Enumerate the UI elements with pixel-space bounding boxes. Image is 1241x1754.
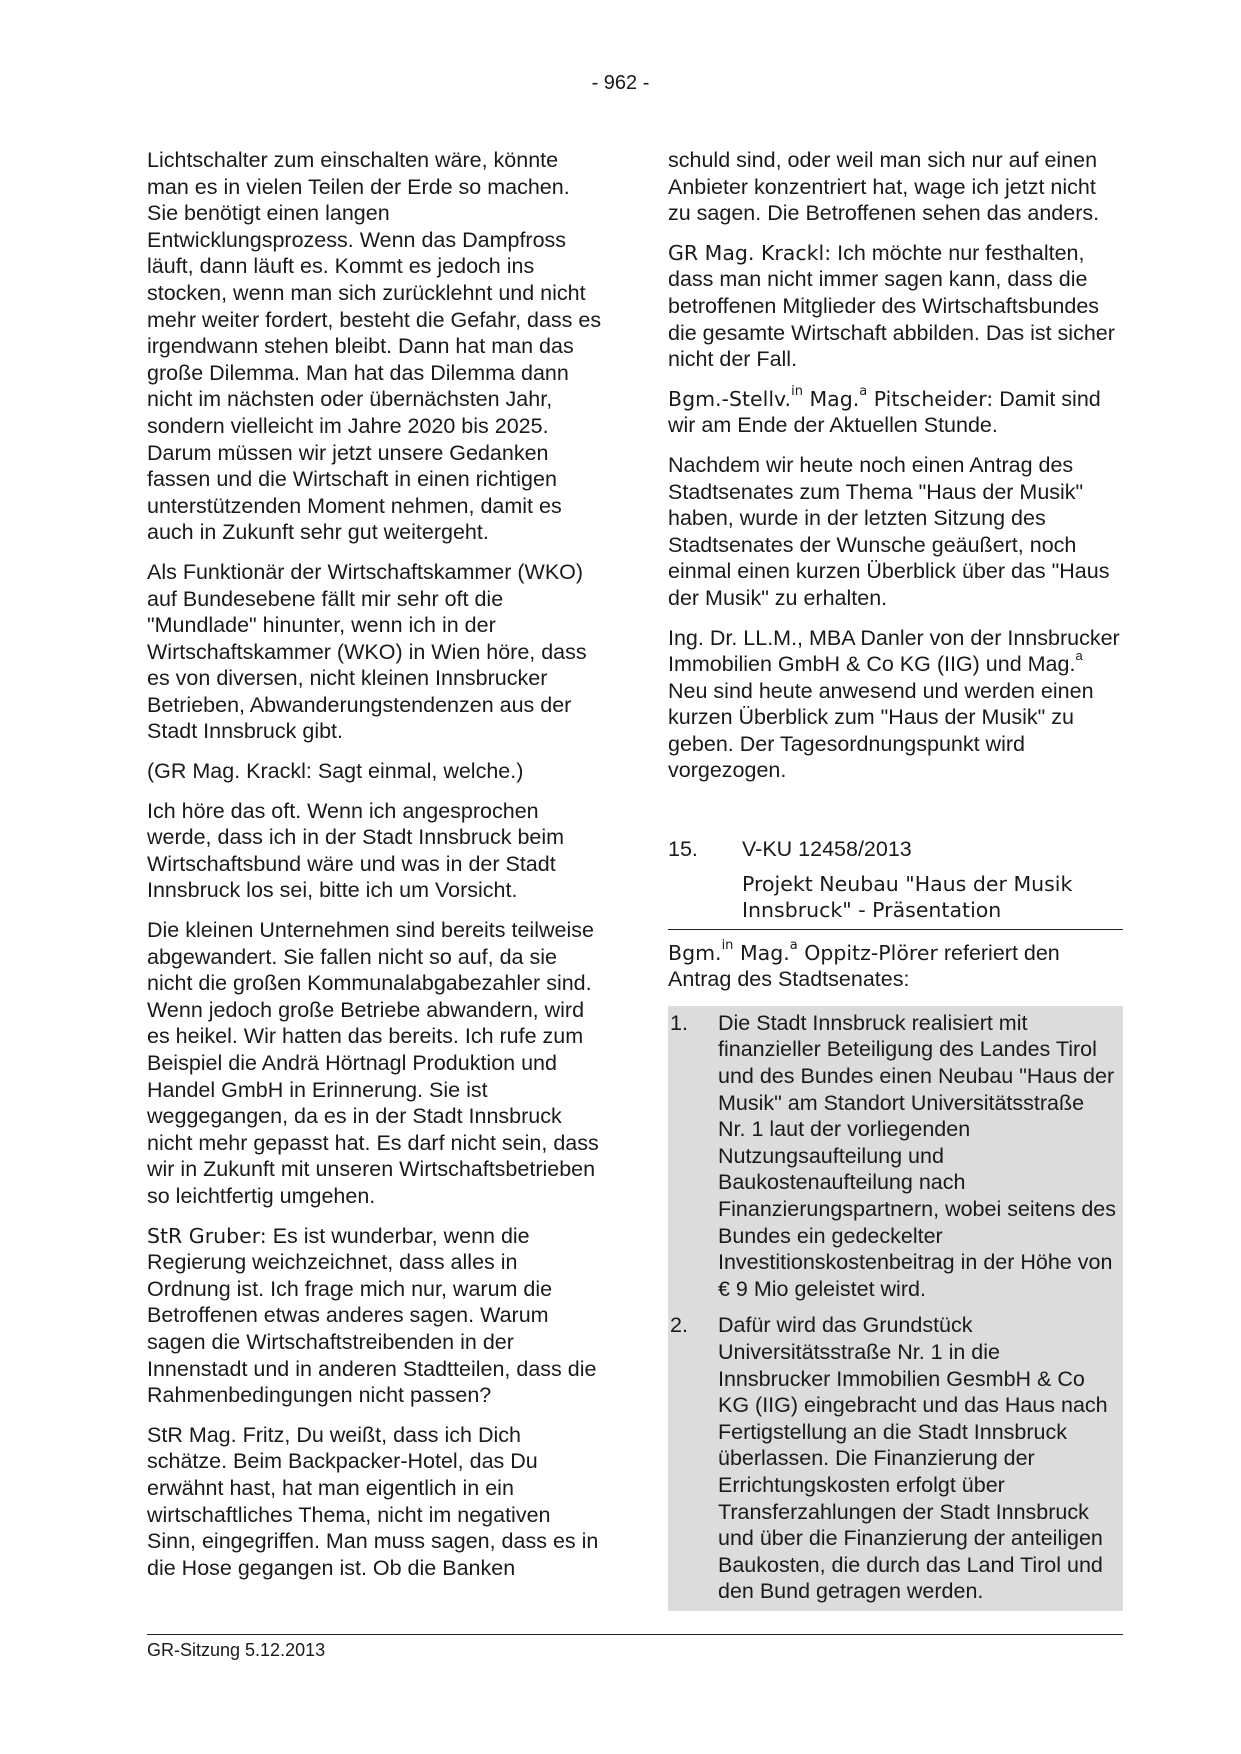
paragraph: schuld sind, oder weil man sich nur auf einen Anbieter konzentriert hat, wage ich jetzt nicht zu sagen. Die Betroffenen sehen das anders. <box>668 148 1100 226</box>
agenda-reference: V-KU 12458/2013 <box>742 837 912 862</box>
speech-text: Es ist wunderbar, wenn die Regierung weichzeichnet, dass alles in Ordnung ist. Ich frage mich nur, warum die Betroffenen etwas anderes sagen. Warum sagen die Wirtschaftstreibenden in der Innenstadt und in anderen Stadtteilen, dass die Rahmenbedingungen nicht passen? <box>147 1223 597 1408</box>
paragraph: Als Funktionär der Wirtschaftskammer (WKO) auf Bundesebene fällt mir sehr oft die "Mundlade" hinunter, wenn ich in der Wirtschaftskammer (WKO) in Wien höre, dass es von diversen, nicht kleinen Innsbrucker Betrieben, Abwanderungstendenzen aus der Stadt Innsbruck gibt. <box>147 559 587 744</box>
agenda-item-header <box>668 836 1123 863</box>
speaker-name: GR Mag. Krackl: <box>668 240 832 265</box>
agenda-number: 15. <box>668 837 698 862</box>
motion-box <box>668 1006 1123 1611</box>
paragraph: Die kleinen Unternehmen sind bereits teilweise abgewandert. Sie fallen nicht so auf, da sie nicht die großen Kommunalabgabezahler sind. Wenn jedoch große Betriebe abwandern, wird es heikel. Wir hatten das bereits. Ich rufe zum Beispiel die Andrä Hörtnagl Produktion und Handel GmbH in Erinnerung. Sie ist weggegangen, da es in der Stadt Innsbruck nicht mehr gepasst hat. Es darf nicht sein, dass wir in Zukunft mit unseren Wirtschaftsbetrieben so leichtfertig umgehen. <box>147 918 599 1208</box>
divider <box>668 929 1123 930</box>
paragraph-oppitz <box>668 937 1123 993</box>
paragraph-danler: Ing. Dr. LL.M., MBA Danler von der Innsbrucker Immobilien GmbH & Co KG (IIG) und Mag.$^a$ Neu sind heute anwesend und werden einen kurzen Überblick zum "Haus der Musik" zu geben. Der Tagesordnungspunkt wird vorgezogen. <box>668 625 1120 783</box>
paragraph: Nachdem wir heute noch einen Antrag des Stadtsenates zum Thema "Haus der Musik" haben, wurde in der letzten Sitzung des Stadtsenates der Wunsche geäußert, noch einmal einen kurzen Überblick über das "Haus der Musik" zu erhalten. <box>668 452 1110 610</box>
motion-text: Die Stadt Innsbruck realisiert mit finanzieller Beteiligung des Landes Tirol und des Bundes einen Neubau "Haus der Musik" am Standort Universitätsstraße Nr. 1 laut der vorliegenden Nutzungsaufteilung und Baukostenaufteilung nach Finanzierungspartnern, wobei seitens des Bundes ein gedeckelter Investitionskostenbeitrag in der Höhe von € 9 Mio geleistet wird. <box>718 1010 1116 1301</box>
footer: GR-Sitzung 5.12.2013 <box>147 1640 326 1660</box>
paragraph: StR Mag. Fritz, Du weißt, dass ich Dich schätze. Beim Backpacker-Hotel, das Du erwähnt hast, hat man eigentlich in ein wirtschaftliches Thema, nicht im negativen Sinn, eingegriffen. Man muss sagen, dass es in die Hose gegangen ist. Ob die Banken <box>147 1422 599 1580</box>
paragraph: Ich höre das oft. Wenn ich angesprochen werde, dass ich in der Stadt Innsbruck beim Wirtschaftsbund wäre und was in der Stadt Innsbruck los sei, bitte ich um Vorsicht. <box>147 798 565 903</box>
speaker-name: StR Gruber: <box>147 1223 267 1248</box>
paragraph-gruber <box>147 1223 602 1409</box>
motion-number: 1. <box>670 1010 688 1035</box>
speaker-name: Bgm.-Stellv.$^{in}$ Mag.$^a$ Pitscheider: <box>668 383 994 411</box>
paragraph: Lichtschalter zum einschalten wäre, könnte man es in vielen Teilen der Erde so machen. Sie benötigt einen langen Entwicklungsprozess. Wenn das Dampfross läuft, dann läuft es. Kommt es jedoch ins stocken, wenn man sich zurücklehnt und nicht mehr weiter fordert, besteht die Gefahr, dass es irgendwann stehen bleibt. Dann hat man das große Dilemma. Man hat das Dilemma dann nicht im nächsten oder übernächsten Jahr, sondern vielleicht im Jahre 2020 bis 2025. Darum müssen wir jetzt unsere Gedanken fassen und die Wirtschaft in einen richtigen unterstützenden Moment nehmen, damit es auch in Zukunft sehr gut weitergeht. <box>147 148 602 545</box>
right-column <box>668 147 1123 1611</box>
motion-text: Dafür wird das Grundstück Universitätsstraße Nr. 1 in die Innsbrucker Immobilien GesmbH & Co KG (IIG) eingebracht und das Haus nach Fertigstellung an die Stadt Innsbruck überlassen. Die Finanzierung der Errichtungskosten erfolgt über Transferzahlungen der Stadt Innsbruck und über die Finanzierung der anteiligen Baukosten, die durch das Land Tirol und den Bund getragen werden. <box>718 1313 1108 1604</box>
speech-text: Damit sind wir am Ende der Aktuellen Stunde. <box>668 386 1101 438</box>
speaker-name: Bgm.$^{in}$ Mag.$^a$ Oppitz-Plörer <box>668 937 938 965</box>
motion-number: 2. <box>670 1313 688 1338</box>
paragraph-pitscheider <box>668 383 1123 439</box>
motion-item <box>668 1312 1117 1605</box>
speech-text: Ich möchte nur festhalten, dass man nicht immer sagen kann, dass die betroffenen Mitglieder des Wirtschaftsbundes die gesamte Wirtschaft abbilden. Das ist sicher nicht der Fall. <box>668 240 1115 372</box>
speech-text: referiert den Antrag des Stadtsenates: <box>668 940 1060 992</box>
paragraph-krackl <box>668 240 1123 373</box>
page-number: - 962 - <box>591 72 650 94</box>
paragraph: (GR Mag. Krackl: Sagt einmal, welche.) <box>147 759 524 784</box>
footer-divider <box>147 1634 1123 1635</box>
agenda-title: Projekt Neubau "Haus der Musik Innsbruck" - Präsentation <box>742 871 1073 922</box>
motion-item <box>668 1010 1117 1303</box>
left-column <box>147 147 602 1594</box>
